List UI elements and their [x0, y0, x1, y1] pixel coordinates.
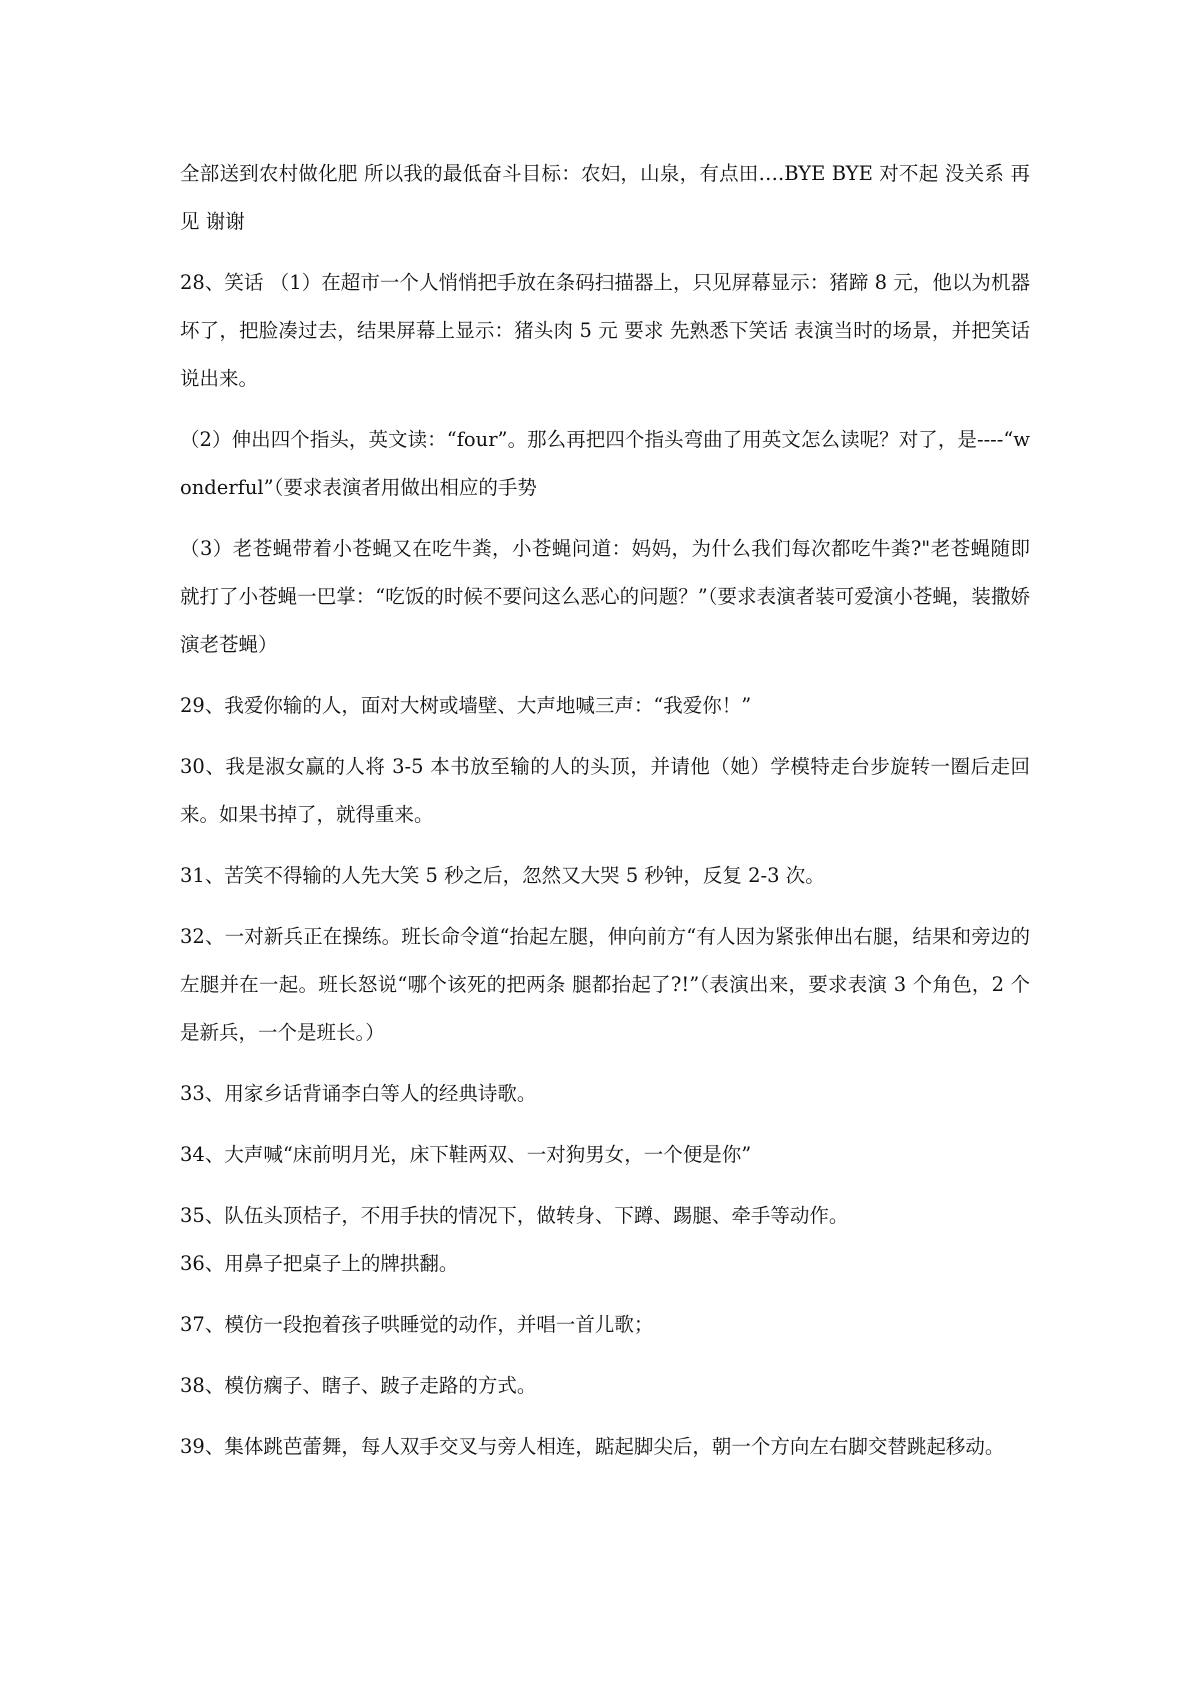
- paragraph-item-36: 36、用鼻子把桌子上的牌拱翻。: [180, 1252, 459, 1275]
- paragraph-item-37: 37、模仿一段抱着孩子哄睡觉的动作，并唱一首儿歌；: [180, 1313, 654, 1336]
- paragraph-item-34: 34、大声喊“床前明月光，床下鞋两双、一对狗男女，一个便是你”: [180, 1143, 752, 1166]
- paragraph-item-28-2: （2）伸出四个指头，英文读：“four”。那么再把四个指头弯曲了用英文怎么读呢？对了，是----“wonderful”（要求表演者用做出相应的手势: [180, 428, 1030, 499]
- paragraph-item-30: 30、我是淑女赢的人将 3-5 本书放至输的人的头顶，并请他（她）学模特走台步旋转一圈后走回来。如果书掉了，就得重来。: [180, 755, 1030, 826]
- paragraph-intro-continuation: 全部送到农村做化肥 所以我的最低奋斗目标：农妇，山泉，有点田….BYE BYE 对不起 没关系 再见 谢谢: [180, 162, 1030, 233]
- paragraph-item-38: 38、模仿瘸子、瞎子、跛子走路的方式。: [180, 1374, 537, 1397]
- paragraph-item-39: 39、集体跳芭蕾舞，每人双手交叉与旁人相连，踮起脚尖后，朝一个方向左右脚交替跳起移动。: [180, 1435, 1005, 1458]
- paragraph-item-33: 33、用家乡话背诵李白等人的经典诗歌。: [180, 1082, 537, 1105]
- paragraph-item-35: 35、队伍头顶桔子，不用手扶的情况下，做转身、下蹲、踢腿、牵手等动作。: [180, 1204, 849, 1227]
- document-page: [180, 150, 1030, 1471]
- paragraph-item-28: 28、笑话 （1）在超市一个人悄悄把手放在条码扫描器上，只见屏幕显示：猪蹄 8 元，他以为机器坏了，把脸凑过去，结果屏幕上显示：猪头肉 5 元 要求 先熟悉下笑话 表演当时的场景，并把笑话说出来。: [180, 271, 1030, 390]
- paragraph-item-32: 32、一对新兵正在操练。班长命令道“抬起左腿，伸向前方“有人因为紧张伸出右腿，结果和旁边的左腿并在一起。班长怒说“哪个该死的把两条 腿都抬起了?!”（表演出来，要求表演 3 个角色，2 个是新兵，一个是班长。）: [180, 925, 1030, 1044]
- paragraph-item-28-3: （3）老苍蝇带着小苍蝇又在吃牛粪，小苍蝇问道：妈妈，为什么我们每次都吃牛粪?"老苍蝇随即就打了小苍蝇一巴掌：“吃饭的时候不要问这么恶心的问题？”（要求表演者装可爱演小苍蝇，装撒娇演老苍蝇）: [180, 537, 1030, 656]
- paragraph-item-31: 31、苦笑不得输的人先大笑 5 秒之后，忽然又大哭 5 秒钟，反复 2-3 次。: [180, 864, 825, 887]
- paragraph-item-29: 29、我爱你输的人，面对大树或墙壁、大声地喊三声：“我爱你！”: [180, 694, 752, 717]
